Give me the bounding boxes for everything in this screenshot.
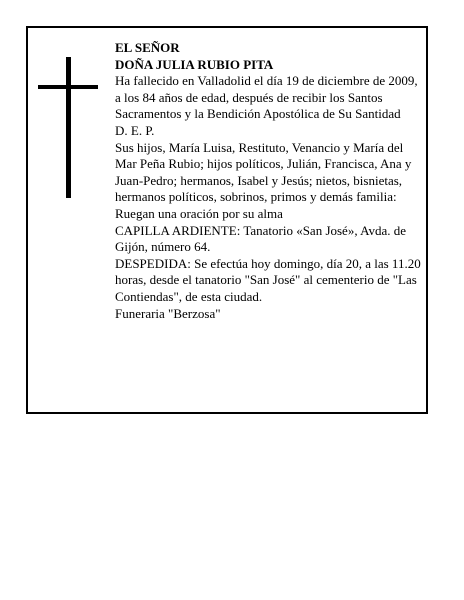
- farewell-info: DESPEDIDA: Se efectúa hoy domingo, día 20, a las 11.20 horas, desde el tanatorio "San José" al cementerio de "Las Contiendas", de esta ciudad.: [115, 255, 421, 304]
- rip-line: D. E. P.: [115, 122, 155, 138]
- prayer-request: Ruegan una oración por su alma: [115, 205, 283, 221]
- cross-horizontal-bar: [38, 85, 98, 89]
- deceased-name: DOÑA JULIA RUBIO PITA: [115, 56, 274, 72]
- notice-text: [115, 40, 424, 322]
- death-announcement: Ha fallecido en Valladolid el día 19 de diciembre de 2009, a los 84 años de edad, después de recibir los Santos Sacramentos y la Bendición Apostólica de Su Santidad: [115, 73, 418, 122]
- obituary-notice: [26, 26, 428, 414]
- chapel-info: CAPILLA ARDIENTE: Tanatorio «San José», Avda. de Gijón, número 64.: [115, 222, 407, 255]
- cross-vertical-bar: [66, 57, 71, 198]
- family-list: Sus hijos, María Luisa, Restituto, Venancio y María del Mar Peña Rubio; hijos políticos, Julián, Francisca, Ana y Juan-Pedro; hermanos, Isabel y Jesús; nietos, bisnietas, hermanos políticos, sobrinos, primos y demás familia:: [115, 139, 412, 205]
- funeral-home: Funeraria "Berzosa": [115, 305, 221, 321]
- honorific: EL SEÑOR: [115, 40, 180, 55]
